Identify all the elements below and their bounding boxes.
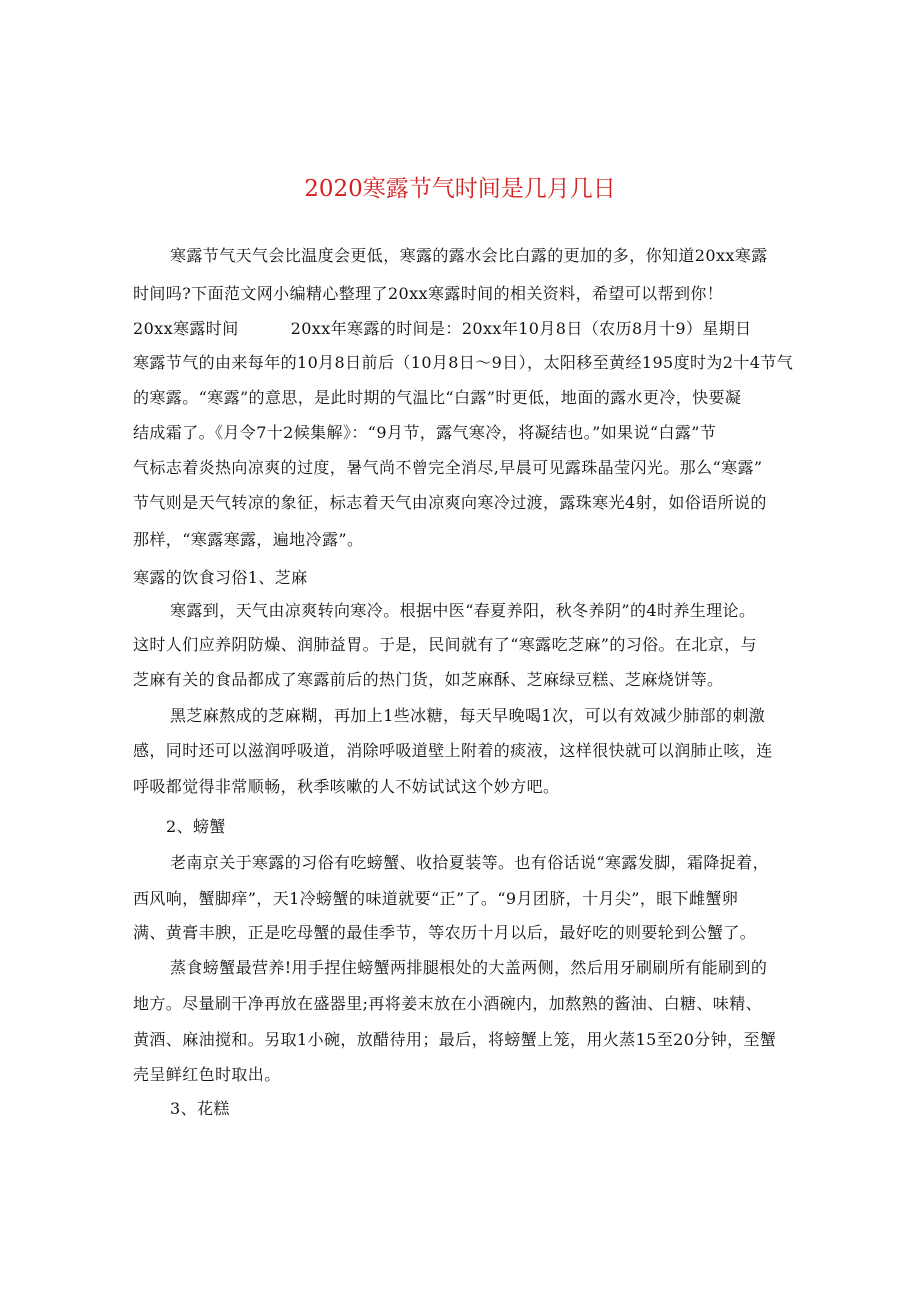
time-label: 20xx寒露时间 xyxy=(133,319,239,338)
paragraph-line: 感，同时还可以滋润呼吸道，消除呼吸道壁上附着的痰液，这样很快就可以润肺止咳，连 xyxy=(133,741,773,760)
paragraph-line: 气标志着炎热向凉爽的过度，暑气尚不曾完全消尽,早晨可见露珠晶莹闪光。那么“寒露” xyxy=(133,458,763,477)
paragraph-line: 的寒露。“寒露”的意思，是此时期的气温比“白露”时更低，地面的露水更冷，快要凝 xyxy=(133,388,742,407)
paragraph-line: 结成霜了。《月令7十2候集解》：“9月节，露气寒冷，将凝结也。”如果说“白露”节 xyxy=(133,423,717,442)
document-title: 2020寒露节气时间是几月几日 xyxy=(304,176,616,202)
paragraph-line: 老南京关于寒露的习俗有吃螃蟹、收拾夏装等。也有俗话说“寒露发脚，霜降捉着， xyxy=(170,853,769,872)
section-heading: 3、花糕 xyxy=(170,1099,230,1118)
paragraph-line: 西风响，蟹脚痒”，天1冷螃蟹的味道就要“正”了。“9月团脐，十月尖”，眼下雌蟹卵 xyxy=(133,889,739,908)
paragraph-line: 满、黄膏丰腴，正是吃母蟹的最佳季节，等农历十月以后，最好吃的则要轮到公蟹了。 xyxy=(133,923,757,942)
paragraph-line: 蒸食螃蟹最营养!用手捏住螃蟹两排腿根处的大盖两侧，然后用牙刷刷所有能刷到的 xyxy=(170,958,768,977)
paragraph-line: 地方。尽量刷干净再放在盛器里;再将姜末放在小酒碗内，加熬熟的酱油、白糖、味精、 xyxy=(133,994,762,1013)
paragraph-line: 节气则是天气转凉的象征，标志着天气由凉爽向寒冷过渡，露珠寒光4射，如俗语所说的 xyxy=(133,493,767,512)
paragraph-line: 寒露节气天气会比温度会更低，寒露的露水会比白露的更加的多，你知道20xx寒露 xyxy=(170,246,768,265)
paragraph-line: 那样，“寒露寒露，遍地冷露”。 xyxy=(133,530,364,549)
time-value: 20xx年寒露的时间是：20xx年10月8日（农历8月十9）星期日 xyxy=(290,319,752,338)
paragraph-line: 黄酒、麻油搅和。另取1小碗，放醋待用；最后，将螃蟹上笼，用火蒸15至20分钟，至蟹 xyxy=(133,1030,777,1049)
paragraph-line: 这时人们应养阴防燥、润肺益胃。于是，民间就有了“寒露吃芝麻”的习俗。在北京，与 xyxy=(133,635,757,654)
paragraph-line: 芝麻有关的食品都成了寒露前后的热门货，如芝麻酥、芝麻绿豆糕、芝麻烧饼等。 xyxy=(133,670,724,689)
paragraph-line: 黑芝麻熬成的芝麻糊，再加上1些冰糖，每天早晚喝1次，可以有效减少肺部的刺激 xyxy=(170,706,766,725)
paragraph-line: 壳呈鲜红色时取出。 xyxy=(133,1065,281,1084)
paragraph-line: 时间吗?下面范文网小编精心整理了20xx寒露时间的相关资料，希望可以帮到你！ xyxy=(133,284,724,303)
paragraph-line: 寒露节气的由来每年的10月8日前后（10月8日～9日），太阳移至黄经195度时为2十4节气 xyxy=(133,353,794,372)
section-heading: 2、螃蟹 xyxy=(166,817,226,836)
time-line xyxy=(133,319,752,339)
section-heading: 寒露的饮食习俗1、芝麻 xyxy=(133,568,308,587)
paragraph-line: 呼吸都觉得非常顺畅，秋季咳嗽的人不妨试试这个妙方吧。 xyxy=(133,777,560,796)
paragraph-line: 寒露到，天气由凉爽转向寒冷。根据中医“春夏养阳，秋冬养阴”的4时养生理论。 xyxy=(170,601,756,620)
